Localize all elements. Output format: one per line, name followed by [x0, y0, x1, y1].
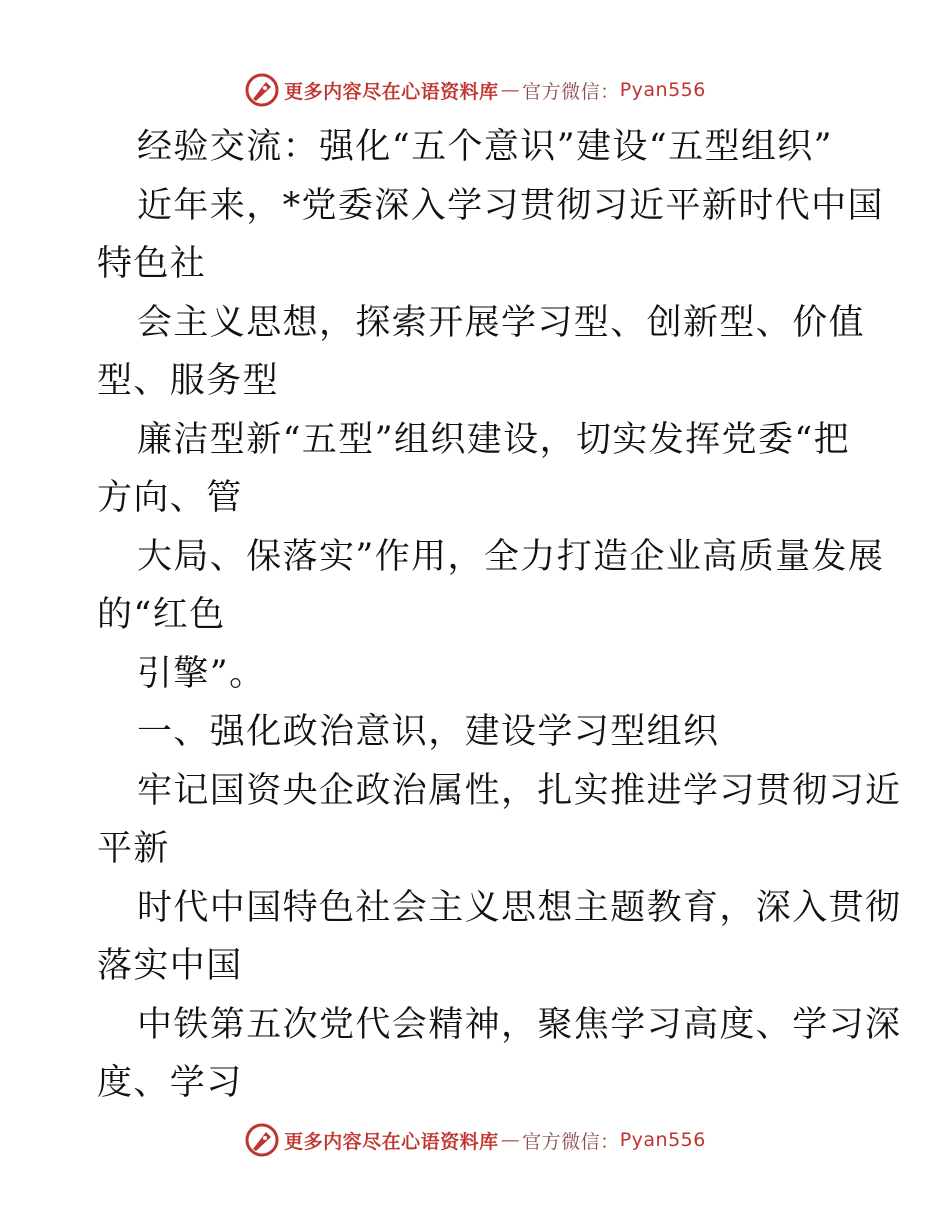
paragraph-line: 牢记国资央企政治属性，扎实推进学习贯彻习近 — [137, 770, 902, 811]
pen-nib-logo-icon — [244, 72, 280, 108]
promo-text: 更多内容尽在心语资料库 — [284, 1130, 499, 1153]
paragraph-line: 时代中国特色社会主义思想主题教育，深入贯彻 — [137, 887, 902, 928]
banner-separator: — — [500, 1129, 521, 1151]
paragraph-line: 廉洁型新“五型”组织建设，切实发挥党委“把 — [137, 419, 851, 460]
header-watermark-banner — [0, 70, 950, 110]
paragraph-line: 特色社 — [97, 244, 207, 284]
paragraph-line: 方向、管 — [97, 478, 243, 518]
pen-nib-logo-icon — [244, 1122, 280, 1158]
document-body — [97, 118, 902, 1113]
paragraph-line: 落实中国 — [97, 946, 243, 986]
paragraph-line: 引擎”。 — [137, 653, 266, 694]
wechat-label: 官方微信： — [522, 1130, 620, 1153]
footer-watermark-banner — [0, 1120, 950, 1160]
paragraph-line: 型、服务型 — [97, 361, 280, 401]
banner-separator: — — [500, 79, 521, 101]
promo-text: 更多内容尽在心语资料库 — [284, 80, 499, 103]
paragraph-line: 度、学习 — [97, 1063, 243, 1103]
paragraph-line: 会主义思想，探索开展学习型、创新型、价值 — [137, 302, 866, 343]
wechat-id: Pyan556 — [619, 1129, 706, 1151]
paragraph-line: 近年来，*党委深入学习贯彻习近平新时代中国 — [137, 185, 884, 226]
wechat-id: Pyan556 — [619, 79, 706, 101]
paragraph-line: 大局、保落实”作用，全力打造企业高质量发展 — [137, 536, 885, 577]
section-heading: 一、强化政治意识，建设学习型组织 — [137, 712, 720, 752]
paragraph-line: 平新 — [97, 829, 170, 869]
wechat-label: 官方微信： — [522, 80, 620, 103]
paragraph-line: 中铁第五次党代会精神，聚焦学习高度、学习深 — [137, 1004, 902, 1045]
paragraph-line: 的“红色 — [97, 595, 226, 635]
document-title: 经验交流：强化“五个意识”建设“五型组织” — [137, 127, 833, 167]
